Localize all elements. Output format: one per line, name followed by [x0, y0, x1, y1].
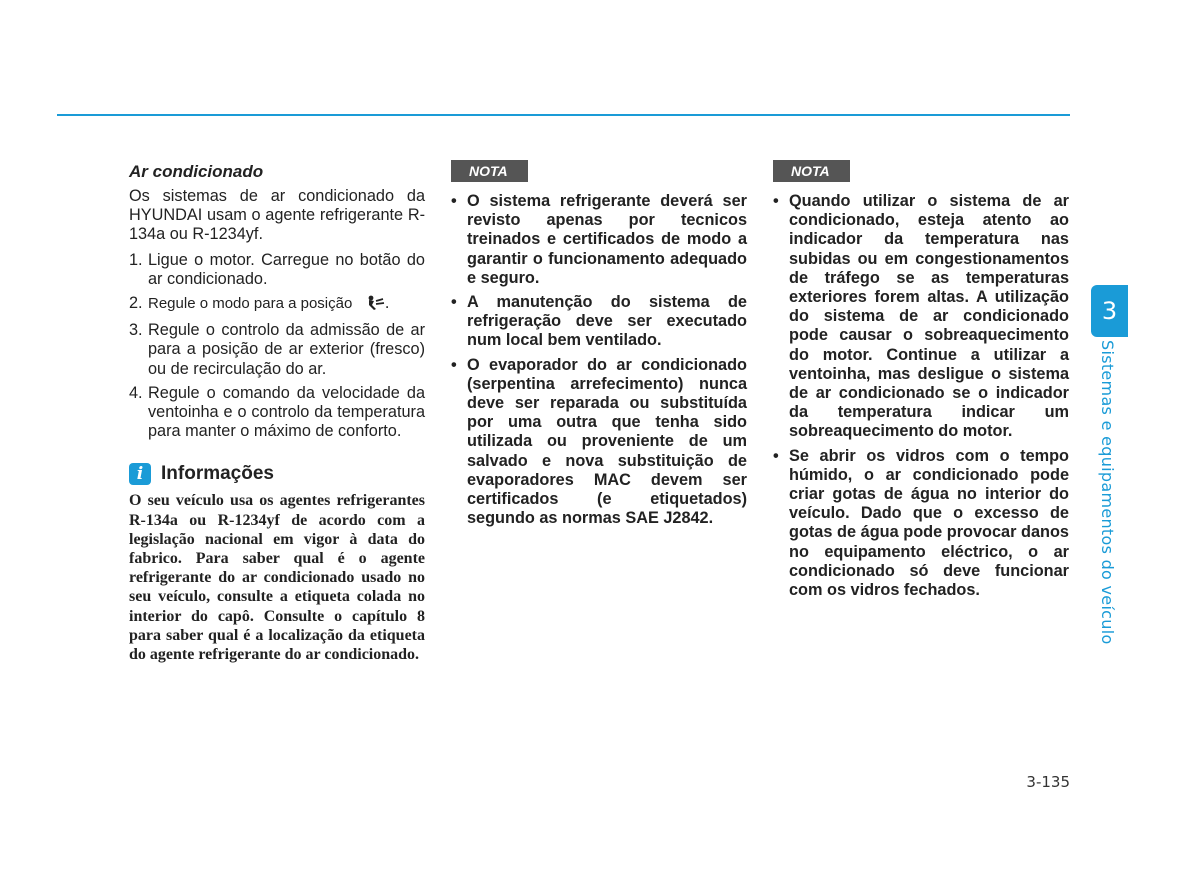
middle-column	[451, 160, 747, 533]
step-text: Regule o controlo da admissão de ar para a posição de ar exterior (fresco) ou de recirculação do ar.	[148, 321, 425, 378]
step-suffix: .	[384, 294, 390, 313]
step-item	[129, 294, 425, 316]
info-icon: i	[129, 463, 151, 485]
note-item	[451, 356, 747, 529]
step-item	[129, 321, 425, 379]
note-label: NOTA	[773, 160, 850, 182]
step-text: Regule o comando da velocidade da ventoinha e o controlo da temperatura para manter o máximo de conforto.	[148, 383, 425, 441]
intro-paragraph: Os sistemas de ar condicionado da HYUNDAI usam o agente refrigerante R-134a ou R-1234yf.	[129, 187, 425, 244]
step-number: 4.	[129, 383, 143, 402]
page-number: 3-135	[1026, 773, 1070, 791]
step-number: 3.	[129, 321, 143, 340]
note-text: O evaporador do ar condicionado (serpentina arrefecimento) nunca deve ser reparada ou substituída por uma outra que tenha sido utilizada ou proveniente de um salvado e nova substituição de evaporadores MAC devem ser certificados (e etiquetados) segundo as normas SAE J2842.	[467, 355, 747, 528]
step-text: Regule o modo para a posição	[148, 295, 353, 313]
bullet-icon: •	[773, 446, 779, 465]
top-rule	[57, 114, 1070, 116]
note-list	[773, 192, 1069, 600]
bullet-icon: •	[451, 355, 457, 374]
info-title: Informações	[161, 463, 274, 485]
step-text: Ligue o motor. Carregue no botão do ar condicionado.	[148, 250, 425, 288]
left-column	[129, 160, 425, 664]
section-heading: Ar condicionado	[129, 162, 264, 181]
steps-list	[129, 251, 425, 442]
info-header	[129, 463, 425, 485]
step-text-with-icon	[148, 294, 425, 316]
bullet-icon: •	[451, 293, 457, 312]
step-number: 1.	[129, 250, 143, 269]
step-number: 2.	[129, 294, 143, 313]
step-item	[129, 384, 425, 442]
note-item	[451, 192, 747, 288]
note-text: O sistema refrigerante deverá ser revisto apenas por tecnicos treinados e certificados de modo a garantir o funcionamento adequado e seguro.	[467, 192, 747, 287]
note-text: Quando utilizar o sistema de ar condicionado, esteja atento ao indicador da temperatura nas subidas ou em congestionamentos de tráfego se as temperaturas exteriores forem altas. A utilização do sistema de ar condicionado pode causar o sobreaquecimento do motor. Continue a utilizar a ventoinha, mas desligue o sistema de ar condicionado se o indicador da temperatura indicar um sobreaquecimento do motor.	[789, 192, 1069, 441]
bullet-icon: •	[773, 192, 779, 210]
note-text: Se abrir os vidros com o tempo húmido, o ar condicionado pode criar gotas de água no interior do veículo. Dado que o excesso de gotas de água pode provocar danos no equipamento eléctrico, o ar condicionado só deve funcionar com os vidros fechados.	[789, 446, 1069, 600]
vent-mode-icon	[363, 295, 385, 316]
bullet-icon: •	[451, 192, 457, 210]
note-item	[773, 192, 1069, 442]
note-item	[451, 293, 747, 351]
step-item	[129, 251, 425, 289]
right-column	[773, 160, 1069, 605]
info-paragraph: O seu veículo usa os agentes refrigerantes R-134a ou R-1234yf de acordo com a legislação nacional em vigor à data do fabrico. Para saber qual é o agente refrigerante do ar condicionado usado no seu veículo, consulte a etiqueta colada no interior do capô. Consulte o capítulo 8 para saber qual é a localização da etiqueta do agente refrigerante do ar condicionado.	[129, 492, 425, 664]
note-label: NOTA	[451, 160, 528, 182]
chapter-tab: 3	[1091, 285, 1128, 337]
note-list	[451, 192, 747, 528]
note-item	[773, 447, 1069, 601]
chapter-title: Sistemas e equipamentos do veículo	[1098, 340, 1117, 645]
note-text: A manutenção do sistema de refrigeração deve ser executado num local bem ventilado.	[467, 293, 747, 350]
